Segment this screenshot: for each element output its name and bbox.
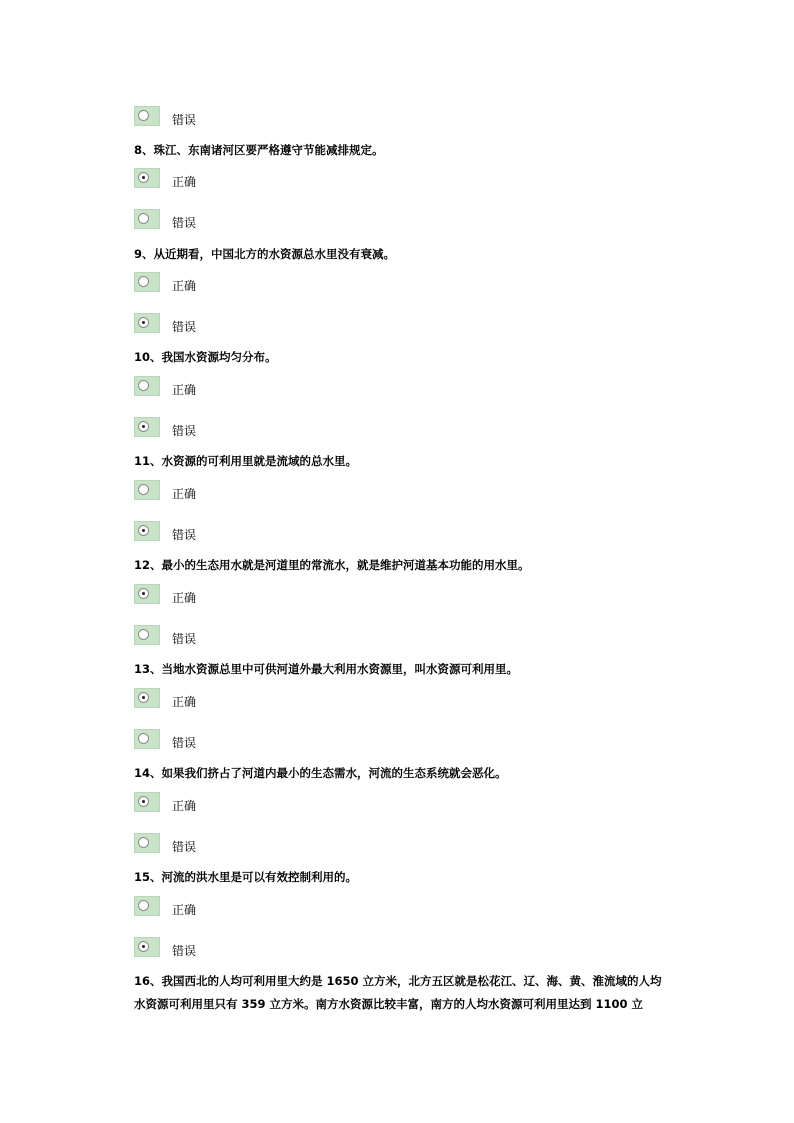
option-label: 正确 <box>172 279 197 293</box>
radio-unselected-icon[interactable] <box>138 900 149 911</box>
option-label: 正确 <box>172 903 197 917</box>
option-label: 错误 <box>172 632 197 646</box>
answer-option[interactable] <box>134 625 334 651</box>
answer-option[interactable] <box>134 688 334 714</box>
radio-button-box[interactable] <box>134 106 160 126</box>
question-15: 15、河流的洪水里是可以有效控制利用的。 <box>134 870 358 884</box>
question-12: 12、最小的生态用水就是河道里的常流水，就是维护河道基本功能的用水里。 <box>134 558 530 572</box>
question-11: 11、水资源的可利用里就是流域的总水里。 <box>134 454 358 468</box>
radio-selected-icon[interactable] <box>138 421 149 432</box>
answer-option[interactable] <box>134 896 334 922</box>
radio-unselected-icon[interactable] <box>138 380 149 391</box>
radio-unselected-icon[interactable] <box>138 276 149 287</box>
radio-unselected-icon[interactable] <box>138 110 149 121</box>
question-16: 16、我国西北的人均可利用里大约是 1650 立方米，北方五区就是松花江、辽、海、黄、淮流域的人均水资源可利用里只有 359 立方米。南方水资源比较丰富，南方的人均水资源可利用里达到 1100 立 <box>134 974 662 1011</box>
radio-button-box[interactable] <box>134 521 160 541</box>
radio-button-box[interactable] <box>134 168 160 188</box>
answer-option[interactable] <box>134 937 334 963</box>
radio-button-box[interactable] <box>134 313 160 333</box>
radio-button-box[interactable] <box>134 792 160 812</box>
radio-unselected-icon[interactable] <box>138 837 149 848</box>
radio-unselected-icon[interactable] <box>138 213 149 224</box>
radio-button-box[interactable] <box>134 376 160 396</box>
answer-option[interactable] <box>134 584 334 610</box>
answer-option[interactable] <box>134 521 334 547</box>
radio-button-box[interactable] <box>134 833 160 853</box>
radio-dot <box>142 176 145 179</box>
question-13: 13、当地水资源总里中可供河道外最大利用水资源里，叫水资源可利用里。 <box>134 662 518 676</box>
radio-dot <box>142 592 145 595</box>
question-14: 14、如果我们挤占了河道内最小的生态需水，河流的生态系统就会恶化。 <box>134 766 507 780</box>
answer-option[interactable] <box>134 833 334 859</box>
radio-unselected-icon[interactable] <box>138 629 149 640</box>
radio-button-box[interactable] <box>134 272 160 292</box>
option-label: 错误 <box>172 424 197 438</box>
option-label: 错误 <box>172 216 197 230</box>
radio-button-box[interactable] <box>134 688 160 708</box>
option-label: 错误 <box>172 320 197 334</box>
option-label: 错误 <box>172 528 197 542</box>
answer-option[interactable] <box>134 792 334 818</box>
option-label: 错误 <box>172 840 197 854</box>
answer-option[interactable] <box>134 729 334 755</box>
question-10: 10、我国水资源均匀分布。 <box>134 350 277 364</box>
option-label: 正确 <box>172 487 197 501</box>
answer-option[interactable] <box>134 313 334 339</box>
answer-option[interactable] <box>134 209 334 235</box>
answer-option[interactable] <box>134 106 334 132</box>
option-label: 正确 <box>172 799 197 813</box>
option-label: 错误 <box>172 944 197 958</box>
radio-selected-icon[interactable] <box>138 692 149 703</box>
option-label: 正确 <box>172 695 197 709</box>
radio-dot <box>142 696 145 699</box>
radio-button-box[interactable] <box>134 896 160 916</box>
radio-button-box[interactable] <box>134 729 160 749</box>
radio-button-box[interactable] <box>134 584 160 604</box>
answer-option[interactable] <box>134 480 334 506</box>
radio-selected-icon[interactable] <box>138 941 149 952</box>
option-label: 正确 <box>172 383 197 397</box>
radio-dot <box>142 800 145 803</box>
radio-button-box[interactable] <box>134 209 160 229</box>
radio-dot <box>142 945 145 948</box>
option-label: 错误 <box>172 113 197 127</box>
radio-button-box[interactable] <box>134 480 160 500</box>
radio-selected-icon[interactable] <box>138 588 149 599</box>
radio-dot <box>142 529 145 532</box>
radio-selected-icon[interactable] <box>138 172 149 183</box>
radio-unselected-icon[interactable] <box>138 733 149 744</box>
radio-button-box[interactable] <box>134 937 160 957</box>
option-label: 正确 <box>172 175 197 189</box>
question-9: 9、从近期看，中国北方的水资源总水里没有衰减。 <box>134 247 395 261</box>
radio-selected-icon[interactable] <box>138 525 149 536</box>
radio-dot <box>142 425 145 428</box>
answer-option[interactable] <box>134 376 334 402</box>
option-label: 正确 <box>172 591 197 605</box>
radio-unselected-icon[interactable] <box>138 484 149 495</box>
answer-option[interactable] <box>134 168 334 194</box>
radio-button-box[interactable] <box>134 417 160 437</box>
radio-dot <box>142 321 145 324</box>
answer-option[interactable] <box>134 272 334 298</box>
answer-option[interactable] <box>134 417 334 443</box>
radio-selected-icon[interactable] <box>138 317 149 328</box>
option-label: 错误 <box>172 736 197 750</box>
question-8: 8、珠江、东南诸河区要严格遵守节能减排规定。 <box>134 143 384 157</box>
radio-selected-icon[interactable] <box>138 796 149 807</box>
radio-button-box[interactable] <box>134 625 160 645</box>
